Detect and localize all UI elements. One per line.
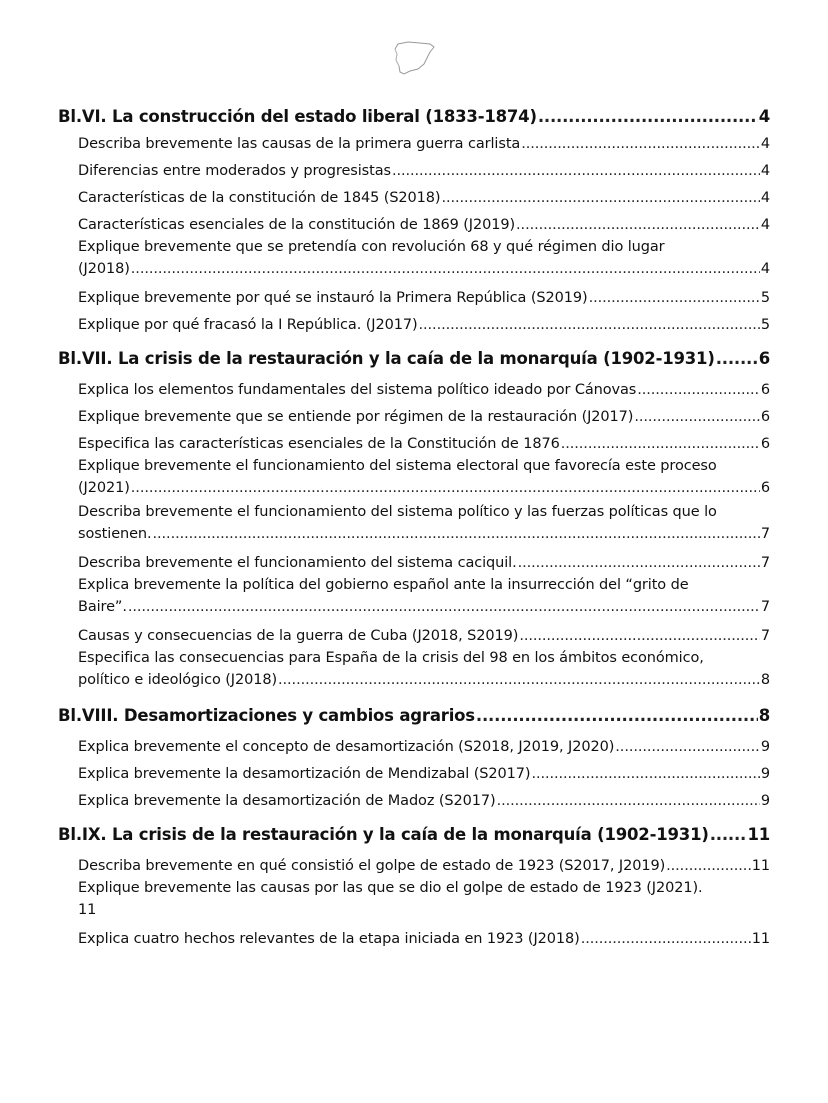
- page-number: 6: [758, 349, 770, 368]
- page-number: 8: [760, 672, 770, 688]
- page-number: 6: [760, 382, 770, 398]
- toc-entry[interactable]: Especifica las consecuencias para España de la crisis del 98 en los ámbitos económico, político e ideológico (J2018) ..... 8: [78, 647, 770, 693]
- spain-map-icon: [390, 38, 440, 78]
- page-number: 7: [760, 628, 770, 644]
- table-of-contents: [58, 94, 770, 950]
- toc-entry[interactable]: Características esenciales de la constitución de 1869 (J2019) ..... 4: [78, 209, 770, 236]
- page-number: 9: [760, 739, 770, 755]
- leader-dots: [716, 348, 758, 370]
- page-number: 7: [760, 555, 770, 571]
- page-number: 5: [760, 290, 770, 306]
- toc-entry[interactable]: Causas y consecuencias de la guerra de Cuba (J2018, S2019) ..... 7: [78, 620, 770, 647]
- toc-entry[interactable]: Explica cuatro hechos relevantes de la etapa iniciada en 1923 (J2018) ..... 11: [78, 923, 770, 950]
- leader-dots: [710, 824, 747, 846]
- toc-entry[interactable]: Describa brevemente en qué consistió el golpe de estado de 1923 (S2017, J2019) ..... 11: [78, 850, 770, 877]
- page-number: 4: [758, 107, 770, 126]
- page-number: 9: [760, 766, 770, 782]
- page-number: 4: [760, 163, 770, 179]
- page-number: 4: [760, 190, 770, 206]
- leader-dots: [476, 705, 758, 727]
- page-number: 7: [760, 599, 770, 615]
- toc-entry[interactable]: Explique por qué fracasó la I República. (J2017) ..... 5: [78, 309, 770, 336]
- toc-entry[interactable]: Explica brevemente la política del gobierno español ante la insurrección del “grito de Baire”. ..... 7: [78, 574, 770, 620]
- toc-entry[interactable]: Explique brevemente el funcionamiento del sistema electoral que favorecía este proceso (J2021) ..... 6: [78, 455, 770, 501]
- toc-entry[interactable]: Explica brevemente el concepto de desamortización (S2018, J2019, J2020) ..... 9: [78, 731, 770, 758]
- toc-entry[interactable]: Describa brevemente el funcionamiento del sistema político y las fuerzas políticas que lo sostienen. ..... 7: [78, 501, 770, 547]
- page-number: 6: [760, 409, 770, 425]
- toc-entry[interactable]: Explica brevemente la desamortización de Mendizabal (S2017) ..... 9: [78, 758, 770, 785]
- page-number: 4: [760, 261, 770, 277]
- toc-entry[interactable]: Describa brevemente las causas de la primera guerra carlista ..... 4: [78, 128, 770, 155]
- toc-entry[interactable]: Describa brevemente el funcionamiento del sistema caciquil. ..... 7: [78, 547, 770, 574]
- page-number: 11: [751, 858, 770, 874]
- page-number: 6: [760, 480, 770, 496]
- toc-entry[interactable]: Explique brevemente que se pretendía con revolución 68 y qué régimen dio lugar (J2018) ..... 4: [78, 236, 770, 282]
- page-number: 9: [760, 793, 770, 809]
- page-number: 11: [747, 825, 770, 844]
- toc-entry[interactable]: Explique brevemente que se entiende por régimen de la restauración (J2017) ..... 6: [78, 401, 770, 428]
- toc-entry[interactable]: Explique brevemente por qué se instauró la Primera República (S2019) ..... 5: [78, 282, 770, 309]
- page-number: 7: [760, 526, 770, 542]
- toc-entry[interactable]: Explica los elementos fundamentales del sistema político ideado por Cánovas ..... 6: [78, 374, 770, 401]
- toc-entry[interactable]: Diferencias entre moderados y progresistas ..... 4: [78, 155, 770, 182]
- toc-entry[interactable]: Explica brevemente la desamortización de Madoz (S2017) ..... 9: [78, 785, 770, 812]
- toc-section-heading[interactable]: Bl.VI. La construcción del estado liberal (1833-1874) ..... 4: [58, 94, 770, 128]
- toc-section-heading[interactable]: Bl.VIII. Desamortizaciones y cambios agrarios ..... 8: [58, 693, 770, 727]
- toc-entry[interactable]: Características de la constitución de 1845 (S2018) ..... 4: [78, 182, 770, 209]
- leader-dots: [538, 106, 758, 128]
- toc-section-heading[interactable]: Bl.VII. La crisis de la restauración y la caía de la monarquía (1902-1931) ..... 6: [58, 336, 770, 370]
- page-number: 8: [758, 706, 770, 725]
- toc-entry[interactable]: Especifica las características esenciales de la Constitución de 1876 ..... 6: [78, 428, 770, 455]
- page-number: 11: [751, 931, 770, 947]
- page-number: 5: [760, 317, 770, 333]
- page-number: 6: [760, 436, 770, 452]
- toc-entry[interactable]: Explique brevemente las causas por las que se dio el golpe de estado de 1923 (J2021). 11: [78, 880, 703, 918]
- page-number: 4: [760, 136, 770, 152]
- toc-section-heading[interactable]: Bl.IX. La crisis de la restauración y la caía de la monarquía (1902-1931) ..... 11: [58, 812, 770, 846]
- page-number: 4: [760, 217, 770, 233]
